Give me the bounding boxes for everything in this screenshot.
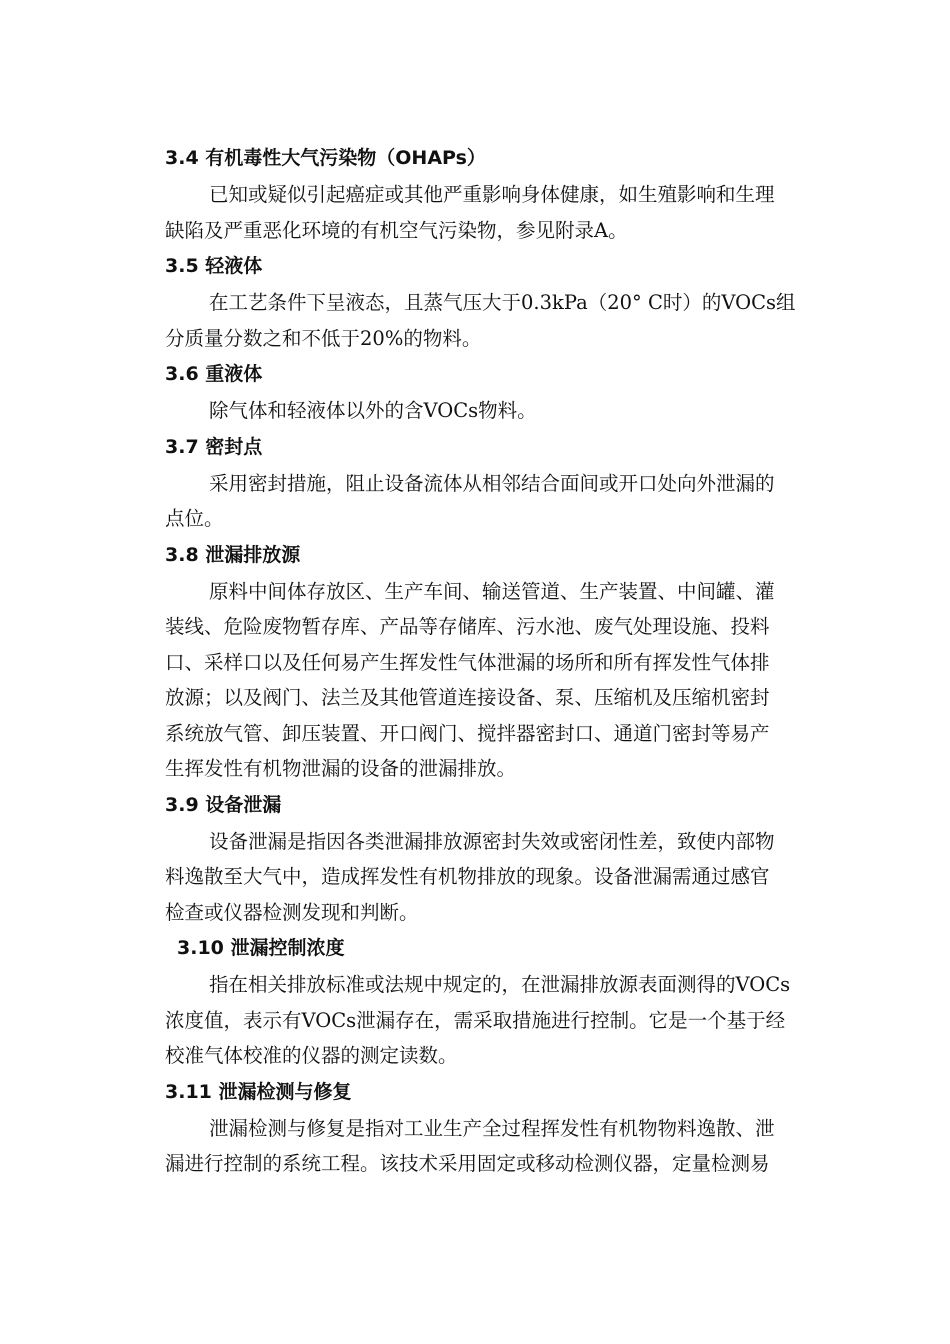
section-heading-3-5: 3.5 轻液体 — [165, 255, 263, 277]
section-text-3-5 — [121, 285, 833, 356]
text-line: 泄漏检测与修复是指对工业生产全过程挥发性有机物物料逸散、泄 — [209, 1116, 775, 1140]
text-line: 缺陷及严重恶化环境的有机空气污染物，参见附录A。 — [165, 218, 628, 242]
document-body — [121, 140, 833, 1182]
section-text-3-8 — [121, 574, 833, 787]
text-line: 漏进行控制的系统工程。该技术采用固定或移动检测仪器，定量检测易 — [165, 1152, 770, 1175]
text-line: 已知或疑似引起癌症或其他严重影响身体健康，如生殖影响和生理 — [209, 183, 775, 206]
text-line: 生挥发性有机物泄漏的设备的泄漏排放。 — [165, 757, 517, 780]
text-line: 口、采样口以及任何易产生挥发性气体泄漏的场所和所有挥发性气体排 — [165, 650, 770, 674]
section-heading-3-6: 3.6 重液体 — [165, 363, 263, 385]
section-heading-3-10: 3.10 泄漏控制浓度 — [177, 937, 345, 959]
section-heading-3-7: 3.7 密封点 — [165, 435, 263, 458]
section-heading-3-8: 3.8 泄漏排放源 — [165, 543, 301, 566]
text-line: 设备泄漏是指因各类泄漏排放源密封失效或密闭性差，致使内部物 — [209, 829, 775, 853]
text-line: 除气体和轻液体以外的含VOCs物料。 — [209, 399, 537, 422]
text-line: 料逸散至大气中，造成挥发性有机物排放的现象。设备泄漏需通过感官 — [165, 865, 770, 888]
text-line: 系统放气管、卸压装置、开口阀门、搅拌器密封口、通道门密封等易产 — [165, 721, 770, 745]
section-text-3-11 — [121, 1111, 833, 1182]
text-line: 放源；以及阀门、法兰及其他管道连接设备、泵、压缩机及压缩机密封 — [165, 686, 770, 709]
text-line: 分质量分数之和不低于20%的物料。 — [165, 326, 482, 350]
section-text-3-9 — [121, 824, 833, 931]
text-line: 指在相关排放标准或法规中规定的，在泄漏排放源表面测得的VOCs — [209, 973, 791, 996]
section-heading-3-9: 3.9 设备泄漏 — [165, 793, 282, 816]
text-line: 在工艺条件下呈液态，且蒸气压大于0.3kPa（20° C时）的VOCs组 — [209, 291, 796, 314]
text-line: 装线、危险废物暂存库、产品等存储库、污水池、废气处理设施、投料 — [165, 615, 770, 638]
section-heading-3-11: 3.11 泄漏检测与修复 — [165, 1080, 352, 1103]
section-text-3-10 — [121, 967, 833, 1074]
text-line: 浓度值，表示有VOCs泄漏存在，需采取措施进行控制。它是一个基于经 — [165, 1008, 786, 1032]
section-text-3-4 — [121, 177, 833, 248]
text-line: 检查或仪器检测发现和判断。 — [165, 900, 419, 924]
text-line: 采用密封措施，阻止设备流体从相邻结合面间或开口处向外泄漏的 — [209, 471, 775, 495]
text-line: 校准气体校准的仪器的测定读数。 — [165, 1044, 458, 1067]
section-text-3-7 — [121, 466, 833, 537]
text-line: 点位。 — [165, 507, 224, 530]
section-heading-3-4: 3.4 有机毒性大气污染物（OHAPs） — [165, 147, 486, 169]
text-line: 原料中间体存放区、生产车间、输送管道、生产装置、中间罐、灌 — [209, 579, 775, 603]
section-text-3-6 — [121, 393, 833, 429]
